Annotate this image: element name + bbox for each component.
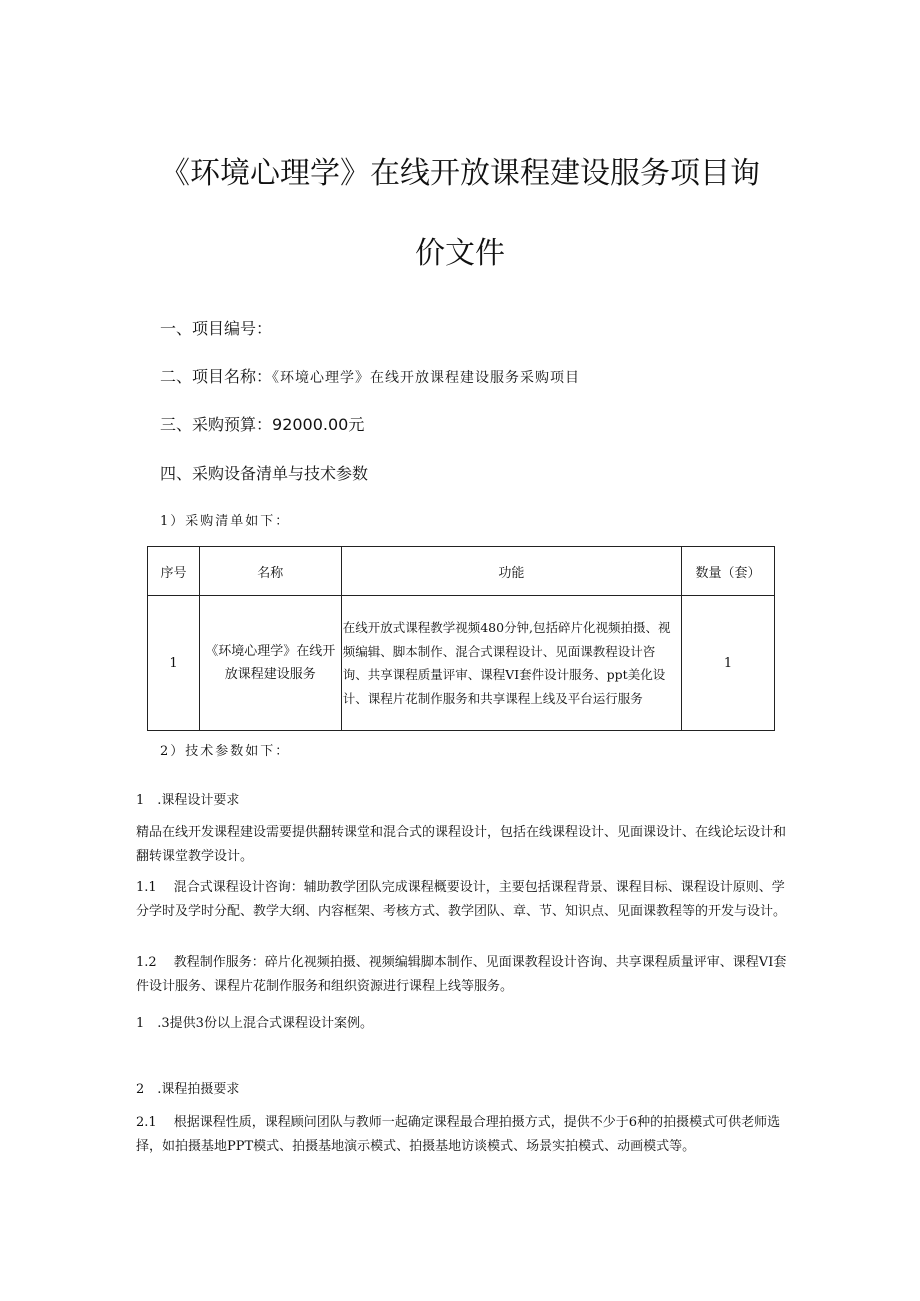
- budget-label: 三、采购预算：: [160, 415, 273, 434]
- header-function: 功能: [341, 547, 681, 596]
- section-1-heading: 1 .课程设计要求: [136, 793, 240, 808]
- cell-no: 1: [148, 596, 200, 731]
- section-1-2: 1.2 教程制作服务：碎片化视频拍摄、视频编辑脚本制作、见面课教程设计咨询、共享课程质量评审、课程VI套件设计服务、课程片花制作服务和组织资源进行课程上线等服务。: [136, 955, 787, 994]
- header-no: 序号: [148, 547, 200, 596]
- section-1-1: 1.1 混合式课程设计咨询：辅助教学团队完成课程概要设计，主要包括课程背景、课程目标、课程设计原则、学分学时及学时分配、教学大纲、内容框架、考核方式、教学团队、章、节、知识点、见面课教程等的开发与设计。: [136, 880, 787, 919]
- budget-heading: [160, 414, 364, 436]
- budget-value: 92000.00元: [272, 415, 365, 434]
- document-title-line-2: 价文件: [415, 236, 505, 271]
- table-header-row: [148, 547, 775, 596]
- cell-function: 在线开放式课程教学视频480分钟,包括碎片化视频拍摄、视频编辑、脚本制作、混合式课程设计、见面课教程设计咨询、共享课程质量评审、课程VI套件设计服务、ppt美化设计、课程片花制作服务和共享课程上线及平台运行服务: [341, 596, 681, 731]
- section-1-intro: 精品在线开发课程建设需要提供翻转课堂和混合式的课程设计，包括在线课程设计、见面课设计、在线论坛设计和翻转课堂教学设计。: [136, 825, 787, 864]
- table-row: [148, 596, 775, 731]
- cell-quantity: 1: [682, 596, 775, 731]
- procurement-table: [147, 546, 775, 731]
- section-1-3: 1 .3提供3份以上混合式课程设计案例。: [136, 1016, 373, 1031]
- header-name: 名称: [199, 547, 341, 596]
- project-name-value: 《环境心理学》在线开放课程建设服务采购项目: [272, 370, 581, 386]
- document-title-line-1: 《环境心理学》在线开放课程建设服务项目询: [160, 156, 760, 191]
- project-name-heading: [160, 366, 580, 389]
- procurement-list-label: 1）采购清单如下：: [160, 514, 291, 529]
- tech-params-label: 2）技术参数如下：: [160, 744, 291, 759]
- header-quantity: 数量（套）: [682, 547, 775, 596]
- project-number-label: 一、项目编号：: [160, 319, 273, 338]
- cell-name: 《环境心理学》在线开放课程建设服务: [199, 596, 341, 731]
- section-2-1: 2.1 根据课程性质，课程顾问团队与教师一起确定课程最合理拍摄方式，提供不少于6种的拍摄模式可供老师选择，如拍摄基地PPT模式、拍摄基地演示模式、拍摄基地访谈模式、场景实拍模式、动画模式等。: [136, 1115, 781, 1154]
- section-2-heading: 2 .课程拍摄要求: [136, 1082, 240, 1097]
- project-number-heading: [160, 318, 272, 340]
- project-name-label: 二、项目名称：: [160, 367, 273, 386]
- equipment-list-heading: 四、采购设备清单与技术参数: [160, 464, 369, 483]
